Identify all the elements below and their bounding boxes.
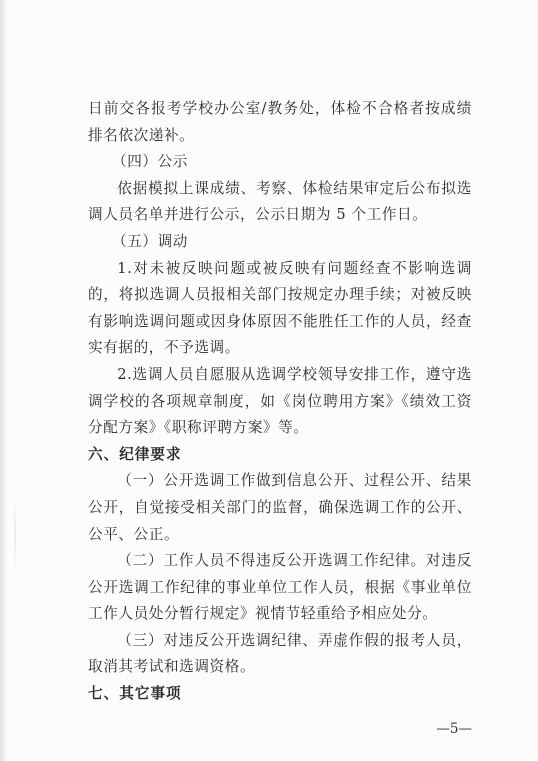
paragraph-continuation: 日前交各报考学校办公室/教务处，体检不合格者按成绩排名依次递补。 (88, 100, 472, 144)
page-crease (14, 500, 16, 570)
page-edge-shadow (0, 0, 8, 761)
paragraph-transfer-1: 1.对未被反映问题或被反映有问题经查不影响选调的，将拟选调人员报相关部门按规定办理手续；对被反映有影响选调问题或因身体原因不能胜任工作的人员，经查实有据的，不予选调。 (88, 259, 472, 357)
subsection-heading-publicity: （四）公示 (112, 153, 188, 171)
paragraph-discipline-3: （三）对违反公开选调纪律、弄虚作假的报考人员，取消其考试和选调资格。 (88, 631, 472, 676)
page-number: —5— (436, 721, 472, 737)
page-body (88, 96, 472, 708)
paragraph-transfer-2: 2.选调人员自愿服从选调学校领导安排工作，遵守选调学校的各项规章制度，如《岗位聘用方案》《绩效工资分配方案》《职称评聘方案》等。 (88, 365, 472, 437)
section-heading-other-matters: 七、其它事项 (88, 685, 182, 703)
paragraph-publicity: 依据模拟上课成绩、考察、体检结果审定后公布拟选调人员名单并进行公示，公示日期为 5 个工作日。 (88, 179, 472, 224)
subsection-heading-transfer: （五）调动 (112, 232, 188, 250)
paragraph-discipline-1: （一）公开选调工作做到信息公开、过程公开、结果公开，自觉接受相关部门的监督，确保选调工作的公开、公平、公正。 (88, 472, 472, 543)
section-heading-discipline: 六、纪律要求 (88, 445, 182, 463)
paragraph-discipline-2: （二）工作人员不得违反公开选调工作纪律。对违反公开选调工作纪律的事业单位工作人员，根据《事业单位工作人员处分暂行规定》视情节轻重给予相应处分。 (88, 552, 472, 623)
